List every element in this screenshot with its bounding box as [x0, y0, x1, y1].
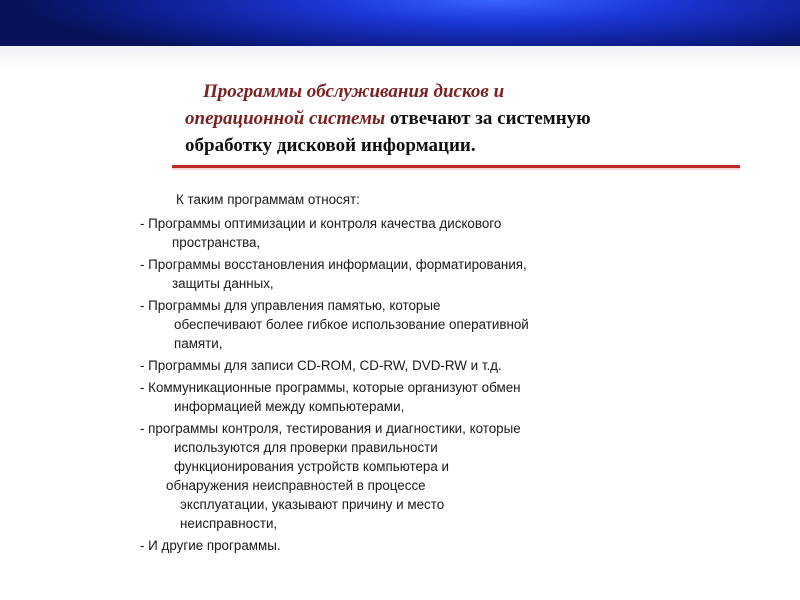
heading-text-2: отвечают за системную	[385, 108, 591, 129]
list-item-line: неисправности,	[180, 516, 278, 531]
heading-highlight-2: операционной системы	[185, 108, 386, 129]
list-item-line: - И другие программы.	[140, 538, 281, 553]
list-item-line: информацией между компьютерами,	[174, 399, 405, 414]
list-item-line: защиты данных,	[172, 276, 274, 291]
list-item-line: - программы контроля, тестирования и диагностики, которые	[140, 421, 521, 436]
list-item-line: - Коммуникационные программы, которые организуют обмен	[140, 380, 521, 395]
list-item-line: - Программы для управления памятью, которые	[140, 298, 441, 313]
list-item	[140, 356, 640, 375]
heading-line-2	[185, 105, 785, 132]
banner-shadow	[0, 46, 800, 72]
list-item-line: эксплуатации, указывают причину и место	[180, 497, 445, 512]
list-item-line: памяти,	[174, 336, 223, 351]
slide-body	[140, 190, 640, 558]
heading-line-3: обработку дисковой информации.	[185, 135, 476, 156]
heading-highlight-1: Программы обслуживания дисков и	[203, 81, 505, 102]
list-item-line: - Программы для записи CD-ROM, CD-RW, DVD-RW и т.д.	[140, 358, 502, 373]
intro-text: К таким программам относят:	[176, 192, 360, 207]
list-item-line: обеспечивают более гибкое использование оперативной	[174, 317, 529, 332]
heading-divider-shadow	[172, 168, 740, 170]
list-item-line: обнаружения неисправностей в процессе	[166, 478, 426, 493]
list-item-line: - Программы оптимизации и контроля качества дискового	[140, 216, 502, 231]
heading-line-1	[185, 78, 785, 105]
list-item	[140, 536, 640, 555]
list-item	[140, 214, 640, 252]
list-item-line: пространства,	[172, 235, 261, 250]
list-item-line: используются для проверки правильности	[174, 440, 438, 455]
slide-heading	[185, 78, 785, 159]
title-banner	[0, 0, 800, 46]
list-item-line: - Программы восстановления информации, форматирования,	[140, 257, 527, 272]
list-item	[140, 419, 640, 533]
list-item	[140, 296, 640, 353]
list-item-line: функционирования устройств компьютера и	[174, 459, 450, 474]
list-item	[140, 255, 640, 293]
list-item	[140, 378, 640, 416]
